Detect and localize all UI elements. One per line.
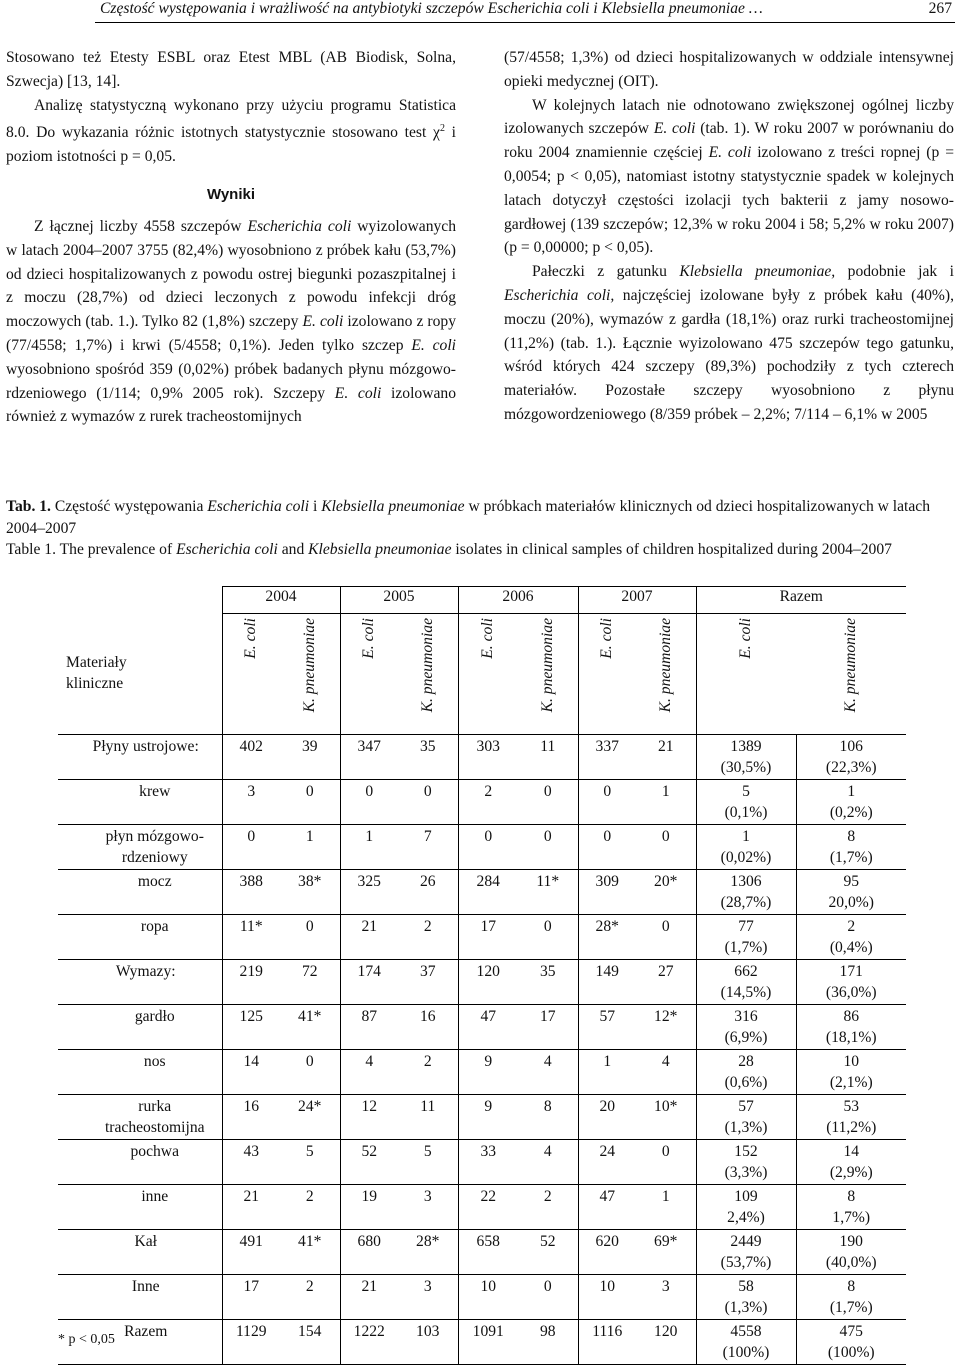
cell-value: 2 xyxy=(280,1275,340,1320)
row-label: płyn mózgowo-rdzeniowy xyxy=(58,825,222,870)
cell-value: 27 xyxy=(636,960,696,1005)
right-column xyxy=(504,46,954,427)
total-count: 316 xyxy=(734,1008,758,1025)
cell-value: 0 xyxy=(518,1275,578,1320)
cell-value: 10 xyxy=(458,1275,518,1320)
total-count: 106 xyxy=(839,738,863,755)
cell-value: 11 xyxy=(518,735,578,780)
total-ecoli xyxy=(696,735,796,780)
cell-value: 3 xyxy=(398,1275,458,1320)
cell-value: 26 xyxy=(398,870,458,915)
table-row xyxy=(58,1230,906,1275)
total-count: 77 xyxy=(738,918,754,935)
total-percent: (53,7%) xyxy=(720,1253,772,1271)
total-count: 57 xyxy=(738,1098,754,1115)
total-ecoli xyxy=(696,1095,796,1140)
cell-value: 3 xyxy=(398,1185,458,1230)
total-percent: (0,1%) xyxy=(724,803,768,821)
species-ecoli: E. coli xyxy=(737,618,754,659)
cell-value: 1116 xyxy=(578,1320,636,1365)
cell-value: 21 xyxy=(222,1185,280,1230)
cell-value: 0 xyxy=(578,780,636,825)
cell-value: 9 xyxy=(458,1050,518,1095)
total-kpneumoniae xyxy=(796,870,906,915)
cell-value: 620 xyxy=(578,1230,636,1275)
total-count: 10 xyxy=(843,1053,860,1070)
total-percent: (100%) xyxy=(722,1343,770,1361)
cell-value: 33 xyxy=(458,1140,518,1185)
total-count: 4558 xyxy=(730,1323,762,1340)
row-label: krew xyxy=(58,780,222,825)
cell-value: 0 xyxy=(222,825,280,870)
caption-english: Table 1. The prevalence of Escherichia coli and Klebsiella pneumoniae isolates in clinical samples of children hospitalized during 2004–2007 xyxy=(6,541,892,558)
total-count: 1 xyxy=(742,828,750,845)
cell-value: 10 xyxy=(578,1275,636,1320)
cell-value: 21 xyxy=(340,1275,398,1320)
total-percent: (0,02%) xyxy=(720,848,772,866)
total-ecoli xyxy=(696,1230,796,1275)
cell-value: 0 xyxy=(636,1140,696,1185)
row-label: Inne xyxy=(58,1275,222,1320)
total-kpneumoniae xyxy=(796,1095,906,1140)
cell-value: 19 xyxy=(340,1185,398,1230)
total-ecoli xyxy=(696,1185,796,1230)
cell-value: 680 xyxy=(340,1230,398,1275)
cell-value: 21 xyxy=(636,735,696,780)
cell-value: 4 xyxy=(518,1140,578,1185)
cell-value: 41* xyxy=(280,1005,340,1050)
table-row xyxy=(58,825,906,870)
cell-value: 1222 xyxy=(340,1320,398,1365)
cell-value: 1 xyxy=(578,1050,636,1095)
header-rule xyxy=(95,22,955,23)
table-row xyxy=(58,960,906,1005)
total-count: 2449 xyxy=(730,1233,762,1250)
total-percent: (22,3%) xyxy=(825,758,877,776)
table-row xyxy=(58,1095,906,1140)
total-percent: (36,0%) xyxy=(825,983,877,1001)
total-ecoli xyxy=(696,960,796,1005)
cell-value: 17 xyxy=(458,915,518,960)
row-label: Wymazy: xyxy=(58,960,222,1005)
row-label: ropa xyxy=(58,915,222,960)
cell-value: 284 xyxy=(458,870,518,915)
cell-value: 52 xyxy=(518,1230,578,1275)
cell-value: 491 xyxy=(222,1230,280,1275)
table-footnote: * p < 0,05 xyxy=(58,1332,115,1347)
cell-value: 5 xyxy=(280,1140,340,1185)
row-label: Razem xyxy=(58,1320,222,1365)
cell-value: 16 xyxy=(222,1095,280,1140)
paragraph: W kolejnych latach nie odnotowano zwiększonej ogólnej liczby izolowanych szczepów E. coli (tab. 1). W roku 2007 w porównaniu do roku 2004 znamiennie częściej E. coli izolowano z treści ropnej (p = 0,0054; p < 0,05), natomiast istotny statystycznie spadek w kolejnych latach dotyczył częstości izolacji tych bakterii z jamy nosowo-gardłowej (139 szczepów; 12,3% w roku 2004 i 58; 5,2% w roku 2007) (p = 0,00000; p < 0,05). xyxy=(504,96,954,257)
cell-value: 4 xyxy=(340,1050,398,1095)
left-column xyxy=(6,46,456,429)
cell-value: 120 xyxy=(458,960,518,1005)
total-kpneumoniae xyxy=(796,1230,906,1275)
total-percent: 20,0%) xyxy=(828,893,874,911)
total-count: 8 xyxy=(847,828,856,845)
total-count: 5 xyxy=(742,783,750,800)
cell-value: 72 xyxy=(280,960,340,1005)
row-label: inne xyxy=(58,1185,222,1230)
total-kpneumoniae xyxy=(796,1050,906,1095)
data-table xyxy=(58,586,906,1365)
cell-value: 39 xyxy=(280,735,340,780)
row-label: pochwa xyxy=(58,1140,222,1185)
total-percent: (11,2%) xyxy=(826,1118,877,1136)
cell-value: 154 xyxy=(280,1320,340,1365)
total-count: 28 xyxy=(738,1053,754,1070)
cell-value: 28* xyxy=(398,1230,458,1275)
total-count: 95 xyxy=(843,873,860,890)
cell-value: 0 xyxy=(280,780,340,825)
cell-value: 0 xyxy=(518,915,578,960)
cell-value: 0 xyxy=(398,780,458,825)
species-kpneumoniae: K. pneumoniae xyxy=(538,618,556,713)
total-percent: (18,1%) xyxy=(825,1028,877,1046)
page-number: 267 xyxy=(928,0,952,17)
total-percent: 2,4%) xyxy=(727,1208,765,1226)
row-label: rurka tracheostomijna xyxy=(58,1095,222,1140)
total-percent: (1,7%) xyxy=(829,848,873,866)
total-count: 171 xyxy=(839,963,863,980)
row-label: mocz xyxy=(58,870,222,915)
cell-value: 0 xyxy=(518,780,578,825)
cell-value: 0 xyxy=(280,915,340,960)
cell-value: 11 xyxy=(398,1095,458,1140)
cell-value: 41* xyxy=(280,1230,340,1275)
total-percent: (1,7%) xyxy=(829,1298,873,1316)
table-row xyxy=(58,780,906,825)
paragraph: (57/4558; 1,3%) od dzieci hospitalizowanych w oddziale intensywnej opieki medycznej (OIT). xyxy=(504,49,954,90)
cell-value: 1 xyxy=(636,1185,696,1230)
cell-value: 2 xyxy=(518,1185,578,1230)
caption-polish: Tab. 1. Częstość występowania Escherichia coli i Klebsiella pneumoniae w próbkach materiałów klinicznych od dzieci hospitalizowanych w latach 2004–2007 xyxy=(6,498,931,537)
total-ecoli xyxy=(696,1320,796,1365)
cell-value: 11* xyxy=(518,870,578,915)
cell-value: 388 xyxy=(222,870,280,915)
cell-value: 347 xyxy=(340,735,398,780)
cell-value: 174 xyxy=(340,960,398,1005)
cell-value: 120 xyxy=(636,1320,696,1365)
total-percent: (40,0%) xyxy=(825,1253,877,1271)
cell-value: 8 xyxy=(518,1095,578,1140)
table-caption xyxy=(6,496,936,561)
total-percent: (0,2%) xyxy=(829,803,873,821)
total-count: 53 xyxy=(843,1098,860,1115)
total-percent: (2,1%) xyxy=(829,1073,873,1091)
cell-value: 658 xyxy=(458,1230,518,1275)
cell-value: 0 xyxy=(578,825,636,870)
total-percent: (1,7%) xyxy=(724,938,768,956)
total-kpneumoniae xyxy=(796,960,906,1005)
cell-value: 4 xyxy=(518,1050,578,1095)
cell-value: 1 xyxy=(636,780,696,825)
running-title: Częstość występowania i wrażliwość na antybiotyki szczepów Escherichia coli i Klebsiella pneumoniae … xyxy=(100,0,763,17)
cell-value: 17 xyxy=(222,1275,280,1320)
cell-value: 28* xyxy=(578,915,636,960)
cell-value: 12 xyxy=(340,1095,398,1140)
total-count: 8 xyxy=(847,1278,856,1295)
total-count: 152 xyxy=(734,1143,758,1160)
cell-value: 11* xyxy=(222,915,280,960)
total-ecoli xyxy=(696,915,796,960)
cell-value: 5 xyxy=(398,1140,458,1185)
total-kpneumoniae xyxy=(796,1005,906,1050)
cell-value: 98 xyxy=(518,1320,578,1365)
cell-value: 43 xyxy=(222,1140,280,1185)
total-kpneumoniae xyxy=(796,1185,906,1230)
cell-value: 1 xyxy=(340,825,398,870)
total-ecoli xyxy=(696,1050,796,1095)
paragraph: Stosowano też Etesty ESBL oraz Etest MBL (AB Biodisk, Solna, Szwecja) [13, 14]. xyxy=(6,49,456,90)
paragraph: Analizę statystyczną wykonano przy użyciu programu Statistica 8.0. Do wykazania różnic istotnych statystycznie stosowano test $\chi^2$ i poziom istotności p = 0,05. xyxy=(6,96,457,166)
cell-value: 47 xyxy=(458,1005,518,1050)
years-header-row xyxy=(58,587,906,614)
total-percent: (1,3%) xyxy=(724,1118,768,1136)
cell-value: 125 xyxy=(222,1005,280,1050)
cell-value: 337 xyxy=(578,735,636,780)
total-kpneumoniae xyxy=(796,1320,906,1365)
cell-value: 1091 xyxy=(458,1320,518,1365)
running-header xyxy=(0,0,960,26)
table-row xyxy=(58,870,906,915)
cell-value: 402 xyxy=(222,735,280,780)
cell-value: 4 xyxy=(636,1050,696,1095)
total-kpneumoniae xyxy=(796,1140,906,1185)
cell-value: 14 xyxy=(222,1050,280,1095)
cell-value: 22 xyxy=(458,1185,518,1230)
cell-value: 20 xyxy=(578,1095,636,1140)
cell-value: 12* xyxy=(636,1005,696,1050)
year-total: Razem xyxy=(696,587,906,614)
total-kpneumoniae xyxy=(796,735,906,780)
cell-value: 2 xyxy=(458,780,518,825)
cell-value: 17 xyxy=(518,1005,578,1050)
cell-value: 7 xyxy=(398,825,458,870)
cell-value: 149 xyxy=(578,960,636,1005)
year-2006: 2006 xyxy=(458,587,578,614)
total-ecoli xyxy=(696,1140,796,1185)
cell-value: 103 xyxy=(398,1320,458,1365)
table-row xyxy=(58,1320,906,1365)
cell-value: 10* xyxy=(636,1095,696,1140)
total-percent: (6,9%) xyxy=(724,1028,768,1046)
total-count: 1 xyxy=(847,783,856,800)
cell-value: 325 xyxy=(340,870,398,915)
cell-value: 35 xyxy=(398,735,458,780)
total-percent: (28,7%) xyxy=(720,893,772,911)
total-count: 1389 xyxy=(730,738,762,755)
table-row xyxy=(58,1050,906,1095)
species-kpneumoniae: K. pneumoniae xyxy=(300,618,318,713)
total-count: 2 xyxy=(847,918,856,935)
total-percent: (0,4%) xyxy=(829,938,873,956)
row-label: gardło xyxy=(58,1005,222,1050)
total-count: 1306 xyxy=(730,873,762,890)
cell-value: 24* xyxy=(280,1095,340,1140)
cell-value: 38* xyxy=(280,870,340,915)
cell-value: 0 xyxy=(340,780,398,825)
cell-value: 0 xyxy=(280,1050,340,1095)
total-count: 8 xyxy=(847,1188,856,1205)
species-ecoli: E. coli xyxy=(598,618,615,659)
row-label: Płyny ustrojowe: xyxy=(58,735,222,780)
total-ecoli xyxy=(696,825,796,870)
table-row xyxy=(58,1140,906,1185)
total-percent: (30,5%) xyxy=(720,758,772,776)
total-percent: (3,3%) xyxy=(724,1163,768,1181)
cell-value: 3 xyxy=(222,780,280,825)
paragraph: Z łącznej liczby 4558 szczepów Escherichia coli wyizolowanych w latach 2004–2007 3755 (82,4%) wyosobniono z próbek kału (53,7%) od dzieci hospitalizowanych z powodu ostrej biegunki pozaszpitalnej i z moczu (28,7%) od dzieci leczonych z powodu infekcji dróg moczowych (tab. 1.). Tylko 82 (1,8%) szczepy E. coli izolowano z ropy (77/4558; 1,7%) i krwi (5/4558; 0,1%). Jeden tylko szczep E. coli wyosobniono spośród 359 (0,02%) próbek badanych płynu mózgowo-rdzeniowego (1/114; 0,9% 2005 rok). Szczepy E. coli izolowano również z wymazów z rurek tracheostomijnych xyxy=(6,217,457,426)
total-percent: 1,7%) xyxy=(832,1208,871,1226)
table-row xyxy=(58,1005,906,1050)
cell-value: 69* xyxy=(636,1230,696,1275)
total-count: 662 xyxy=(734,963,758,980)
species-ecoli: E. coli xyxy=(360,618,377,659)
total-ecoli xyxy=(696,870,796,915)
total-percent: (100%) xyxy=(827,1343,875,1361)
cell-value: 0 xyxy=(636,825,696,870)
total-count: 190 xyxy=(839,1233,863,1250)
total-count: 109 xyxy=(734,1188,758,1205)
table-row xyxy=(58,915,906,960)
year-2007: 2007 xyxy=(578,587,696,614)
cell-value: 2 xyxy=(398,915,458,960)
total-count: 14 xyxy=(843,1143,860,1160)
total-count: 86 xyxy=(843,1008,860,1025)
cell-value: 21 xyxy=(340,915,398,960)
cell-value: 87 xyxy=(340,1005,398,1050)
total-count: 58 xyxy=(738,1278,754,1295)
total-kpneumoniae xyxy=(796,780,906,825)
cell-value: 2 xyxy=(398,1050,458,1095)
cell-value: 0 xyxy=(636,915,696,960)
species-kpneumoniae: K. pneumoniae xyxy=(418,618,436,713)
year-2005: 2005 xyxy=(340,587,458,614)
total-ecoli xyxy=(696,1005,796,1050)
total-count: 475 xyxy=(839,1323,863,1340)
section-heading: Wyniki xyxy=(206,186,256,204)
cell-value: 9 xyxy=(458,1095,518,1140)
table-row xyxy=(58,1185,906,1230)
cell-value: 35 xyxy=(518,960,578,1005)
paragraph: Pałeczki z gatunku Klebsiella pneumoniae, podobnie jak i Escherichia coli, najczęściej izolowane były z próbek kału (40%), moczu (20%), wymazów z gardła (18,1%) oraz rurki tracheostomijnej (11,2%) (tab. 1.). Łącznie wyizolowano 475 szczepów tego gatunku, wśród których 424 szczepy (89,3%) pochodziły z tych czterech materiałów. Pozostałe szczepy wyosobniono z płynu mózgowordzeniowego (8/359 próbek – 2,2%; 7/114 – 6,1% w 2005 xyxy=(504,263,954,423)
cell-value: 20* xyxy=(636,870,696,915)
total-percent: (1,3%) xyxy=(724,1298,768,1316)
cell-value: 47 xyxy=(578,1185,636,1230)
cell-value: 303 xyxy=(458,735,518,780)
cell-value: 2 xyxy=(280,1185,340,1230)
total-percent: (14,5%) xyxy=(720,983,772,1001)
cell-value: 0 xyxy=(458,825,518,870)
materials-header: Materiały kliniczne xyxy=(58,614,222,735)
species-kpneumoniae: K. pneumoniae xyxy=(656,618,674,713)
total-percent: (2,9%) xyxy=(829,1163,873,1181)
species-header-row xyxy=(58,614,906,735)
cell-value: 3 xyxy=(636,1275,696,1320)
table-row xyxy=(58,735,906,780)
total-kpneumoniae xyxy=(796,825,906,870)
cell-value: 309 xyxy=(578,870,636,915)
cell-value: 52 xyxy=(340,1140,398,1185)
cell-value: 37 xyxy=(398,960,458,1005)
cell-value: 57 xyxy=(578,1005,636,1050)
row-label: Kał xyxy=(58,1230,222,1275)
cell-value: 219 xyxy=(222,960,280,1005)
row-label: nos xyxy=(58,1050,222,1095)
total-ecoli xyxy=(696,1275,796,1320)
total-ecoli xyxy=(696,780,796,825)
species-kpneumoniae: K. pneumoniae xyxy=(841,618,859,713)
cell-value: 16 xyxy=(398,1005,458,1050)
cell-value: 1129 xyxy=(222,1320,280,1365)
cell-value: 1 xyxy=(280,825,340,870)
species-ecoli: E. coli xyxy=(479,618,496,659)
cell-value: 24 xyxy=(578,1140,636,1185)
total-percent: (0,6%) xyxy=(724,1073,768,1091)
total-kpneumoniae xyxy=(796,915,906,960)
table-row xyxy=(58,1275,906,1320)
cell-value: 0 xyxy=(518,825,578,870)
total-kpneumoniae xyxy=(796,1275,906,1320)
species-ecoli: E. coli xyxy=(242,618,259,659)
year-2004: 2004 xyxy=(222,587,340,614)
